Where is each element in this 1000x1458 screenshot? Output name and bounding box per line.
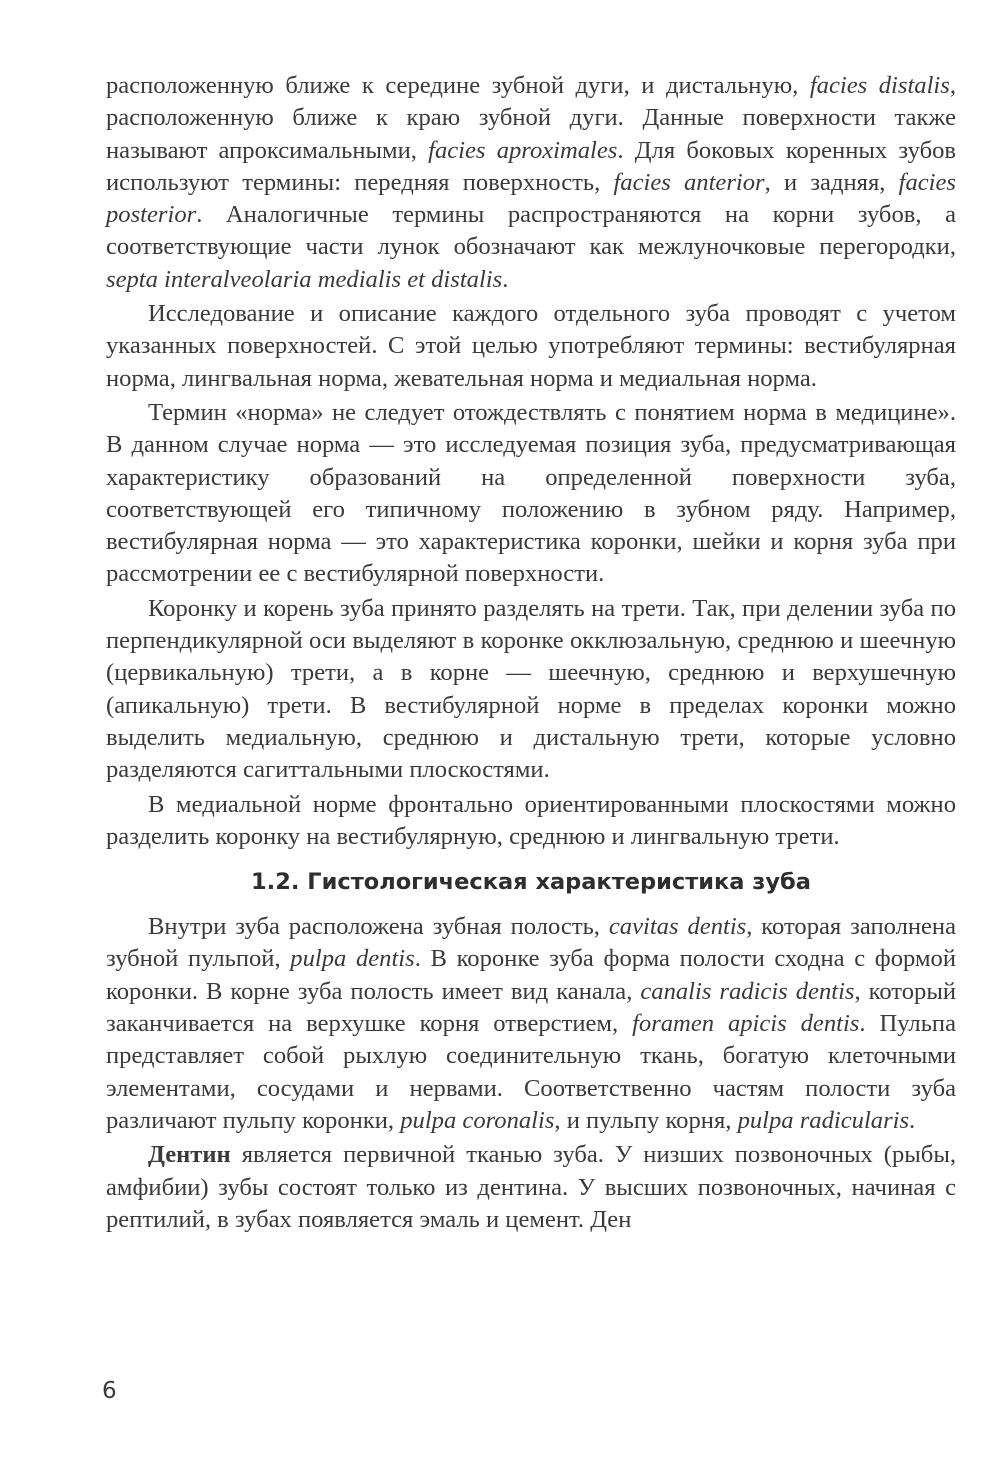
section-heading: 1.2. Гистологическая характеристика зуба	[251, 869, 811, 896]
paragraph: Коронку и корень зуба принято разделять на трети. Так, при делении зуба по перпендикулярной оси выделяют в коронке окклюзальную, среднюю и шеечную (цервикальную) трети, а в корне — шеечную, среднюю и верхушечную (апикальную) трети. В вестибулярной норме в пределах коронки можно выделить медиальную, среднюю и дистальную трети, которые условно разделяются сагиттальными плоскостями.	[106, 594, 956, 784]
paragraph: Исследование и описание каждого отдельного зуба проводят с учетом указанных поверхностей. С этой целью употребляют термины: вестибулярная норма, лингвальная норма, жевательная норма и медиальная норма.	[106, 300, 956, 392]
paragraph: Дентин является первичной тканью зуба. У низших позвоночных (рыбы, амфибии) зубы состоят только из дентина. У высших позвоночных, начиная с рептилий, в зубах появляется эмаль и цемент. Ден	[106, 1141, 956, 1233]
paragraph: Внутри зуба расположена зубная полость, cavitas dentis, которая заполнена зубной пульпой, pulpa dentis. В коронке зуба форма полости сходна с формой коронки. В корне зуба полость имеет вид канала, canalis radicis dentis, который заканчивается на верхушке корня отверстием, foramen apicis dentis. Пульпа представляет собой рыхлую соединительную ткань, богатую клеточными элементами, сосудами и нервами. Соответственно частям полости зуба различают пульпу коронки, pulpa coronalis, и пульпу корня, pulpa radicularis.	[106, 913, 957, 1134]
paragraph: В медиальной норме фронтально ориентированными плоскостями можно разделить коронку на вестибулярную, среднюю и лингвальную трети.	[106, 790, 956, 850]
paragraph: Термин «норма» не следует отождествлять с понятием норма в медицине». В данном случае норма — это исследуемая позиция зуба, предусматривающая характеристику образований на определенной поверхности зуба, соответствующей его типичному положению в зубном ряду. Например, вестибулярная норма — это характеристика коронки, шейки и корня зуба при рассмотрении ее с вестибулярной поверхности.	[106, 398, 956, 588]
page-body	[106, 70, 956, 1236]
page-number: 6	[102, 1378, 117, 1404]
paragraph: расположенную ближе к середине зубной дуги, и дистальную, facies distalis, расположенную ближе к краю зубной дуги. Данные поверхности также называют апроксимальными, facies aproximales. Для боковых коренных зубов используют термины: передняя поверхность, facies anterior, и задняя, facies posterior. Аналогичные термины распространяются на корни зубов, а соответствующие части лунок обозначают как межлуночковые перегородки, septa interalveolaria medialis et distalis.	[106, 72, 956, 293]
